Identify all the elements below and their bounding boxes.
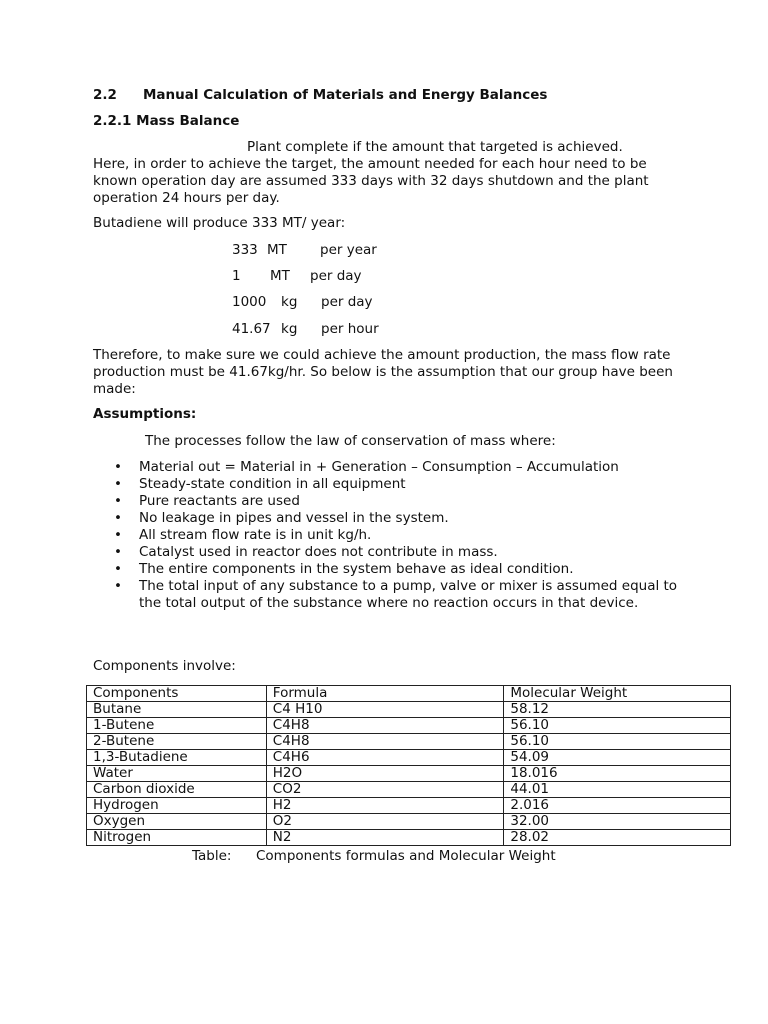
components-label: Components involve: — [93, 658, 236, 674]
production-unit: MT — [267, 242, 287, 258]
production-per: per day — [321, 294, 373, 310]
assumptions-heading: Assumptions: — [93, 406, 197, 422]
production-per: per year — [320, 242, 377, 258]
table-cell: 56.10 — [504, 718, 731, 734]
table-row — [87, 766, 731, 782]
bullet: • — [114, 561, 122, 577]
section-title: Manual Calculation of Materials and Energy Balances — [143, 87, 548, 103]
production-statement: Butadiene will produce 333 MT/ year: — [93, 215, 346, 231]
list-item-text: The total input of any substance to a pump, valve or mixer is assumed equal to the total output of the substance where no reaction occurs in that device. — [139, 578, 678, 611]
table-cell: 54.09 — [504, 750, 731, 766]
table-cell: C4H8 — [266, 734, 504, 750]
components-table — [86, 685, 731, 846]
production-value: 1 — [232, 268, 241, 284]
header-cell: Formula — [266, 686, 504, 702]
header-cell: Molecular Weight — [504, 686, 731, 702]
production-value: 333 — [232, 242, 258, 258]
production-value: 1000 — [232, 294, 267, 310]
table-cell: 32.00 — [504, 814, 731, 830]
list-item — [93, 493, 683, 510]
table-cell: 18.016 — [504, 766, 731, 782]
table-row — [87, 750, 731, 766]
production-row — [232, 321, 379, 338]
production-row — [232, 242, 377, 259]
table-cell: C4H8 — [266, 718, 504, 734]
bullet: • — [114, 510, 122, 526]
bullet: • — [114, 578, 122, 594]
intro-rest: Here, in order to achieve the target, the amount needed for each hour need to be known operation day are assumed 333 days with 32 days shutdown and the plant operation 24 hours per day. — [93, 156, 649, 206]
list-item-text: Catalyst used in reactor does not contribute in mass. — [139, 544, 498, 560]
table-cell: 28.02 — [504, 830, 731, 846]
production-per: per day — [310, 268, 362, 284]
table-cell: 1-Butene — [87, 718, 267, 734]
list-item — [93, 510, 683, 527]
list-item — [93, 561, 683, 578]
list-item — [93, 476, 683, 493]
list-item — [93, 544, 683, 561]
list-item — [93, 578, 683, 612]
bullet: • — [114, 544, 122, 560]
table-caption-label: Table: — [192, 848, 232, 864]
header-cell: Components — [87, 686, 267, 702]
subsection-title: 2.2.1 Mass Balance — [93, 113, 240, 129]
table-cell: H2O — [266, 766, 504, 782]
production-row — [232, 268, 362, 285]
list-item-text: All stream flow rate is in unit kg/h. — [139, 527, 372, 543]
table-cell: CO2 — [266, 782, 504, 798]
table-cell: C4 H10 — [266, 702, 504, 718]
bullet: • — [114, 493, 122, 509]
intro-paragraph — [93, 139, 673, 207]
table-cell: Nitrogen — [87, 830, 267, 846]
list-item-text: Steady-state condition in all equipment — [139, 476, 406, 492]
assumptions-intro: The processes follow the law of conservation of mass where: — [145, 433, 556, 449]
table-caption-text: Components formulas and Molecular Weight — [256, 848, 556, 864]
production-unit: kg — [281, 294, 298, 310]
production-unit: kg — [281, 321, 298, 337]
production-row — [232, 294, 373, 311]
table-cell: 2-Butene — [87, 734, 267, 750]
table-cell: 56.10 — [504, 734, 731, 750]
table-cell: H2 — [266, 798, 504, 814]
table-row — [87, 830, 731, 846]
table-header-row — [87, 686, 731, 702]
list-item-text: The entire components in the system behave as ideal condition. — [139, 561, 574, 577]
table-cell: Water — [87, 766, 267, 782]
table-row — [87, 798, 731, 814]
list-item-text: Pure reactants are used — [139, 493, 300, 509]
table-cell: 58.12 — [504, 702, 731, 718]
bullet: • — [114, 476, 122, 492]
table-cell: 1,3-Butadiene — [87, 750, 267, 766]
table-cell: N2 — [266, 830, 504, 846]
table-row — [87, 734, 731, 750]
table-cell: Hydrogen — [87, 798, 267, 814]
table-row — [87, 718, 731, 734]
list-item-text: Material out = Material in + Generation – Consumption – Accumulation — [139, 459, 619, 475]
list-item-text: No leakage in pipes and vessel in the system. — [139, 510, 449, 526]
table-cell: Oxygen — [87, 814, 267, 830]
table-cell: O2 — [266, 814, 504, 830]
table-cell: Carbon dioxide — [87, 782, 267, 798]
section-number: 2.2 — [93, 87, 117, 103]
table-row — [87, 702, 731, 718]
conclusion-paragraph: Therefore, to make sure we could achieve the amount production, the mass flow rate production must be 41.67kg/hr. So below is the assumption that our group have been made: — [93, 347, 673, 397]
table-caption — [192, 848, 556, 865]
intro-first-line: Plant complete if the amount that targeted is achieved. — [247, 139, 623, 155]
production-value: 41.67 — [232, 321, 271, 337]
list-item — [93, 459, 683, 476]
table-row — [87, 814, 731, 830]
table-cell: 2.016 — [504, 798, 731, 814]
table-row — [87, 782, 731, 798]
production-unit: MT — [270, 268, 290, 284]
list-item — [93, 527, 683, 544]
table-cell: Butane — [87, 702, 267, 718]
bullet: • — [114, 459, 122, 475]
production-per: per hour — [321, 321, 379, 337]
bullet: • — [114, 527, 122, 543]
table-cell: 44.01 — [504, 782, 731, 798]
table-cell: C4H6 — [266, 750, 504, 766]
assumptions-list — [93, 459, 683, 612]
